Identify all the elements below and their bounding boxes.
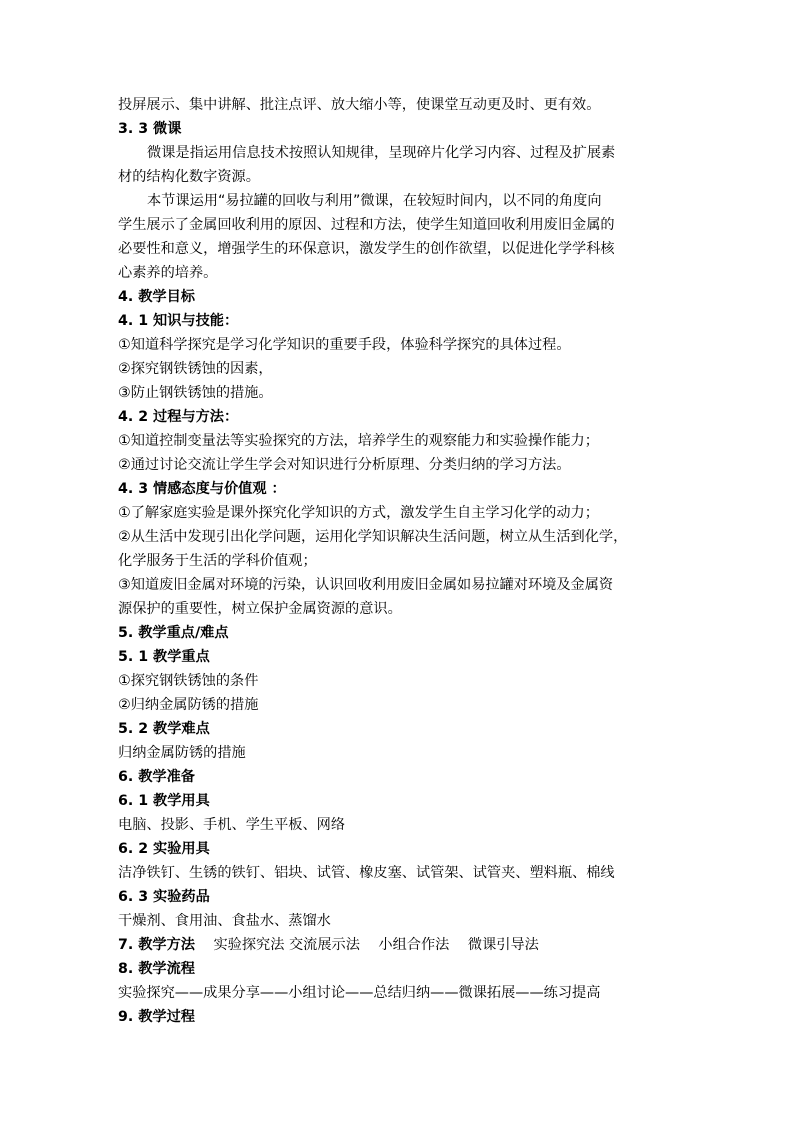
section-heading: 7. 教学方法 [118, 937, 195, 953]
list-item: ①知道控制变量法等实验探究的方法，培养学生的观察能力和实验操作能力； [118, 433, 599, 449]
list-item: ①知道科学探究是学习化学知识的重要手段，体验科学探究的具体过程。 [118, 337, 571, 353]
list-item: ②通过讨论交流让学生学会对知识进行分析原理、分类归纳的学习方法。 [118, 457, 571, 473]
section-heading: 5. 教学重点/难点 [118, 625, 229, 641]
section-heading: 6. 教学准备 [118, 769, 195, 785]
list-item: ①了解家庭实验是课外探究化学知识的方式，激发学生自主学习化学的动力； [118, 505, 599, 521]
subsection-heading: 4. 3 情感态度与价值观 ： [118, 481, 286, 497]
subsection-heading: 6. 2 实验用具 [118, 841, 210, 857]
subsection-heading: 6. 3 实验药品 [118, 889, 210, 905]
text-line: 源保护的重要性，树立保护金属资源的意识。 [118, 601, 402, 617]
method-item: 微课引导法 [467, 937, 539, 953]
teaching-methods-line [118, 935, 539, 955]
section-heading: 3. 3 微课 [118, 121, 182, 137]
text-line: 归纳金属防锈的措施 [118, 745, 246, 761]
subsection-heading: 5. 2 教学难点 [118, 721, 210, 737]
method-item: 小组合作法 [378, 937, 450, 953]
text-line: 必要性和意义，增强学生的环保意识，激发学生的创作欲望，以促进化学学科核 [118, 241, 615, 257]
text-line: 干燥剂、食用油、食盐水、蒸馏水 [118, 913, 331, 929]
method-item: 交流展示法 [288, 937, 360, 953]
section-heading: 8. 教学流程 [118, 961, 195, 977]
text-line: 材的结构化数字资源。 [118, 169, 260, 185]
list-item: ②归纳金属防锈的措施 [118, 697, 259, 713]
list-item: ③知道废旧金属对环境的污染，认识回收利用废旧金属如易拉罐对环境及金属资 [118, 577, 614, 593]
subsection-heading: 5. 1 教学重点 [118, 649, 210, 665]
text-line: 微课是指运用信息技术按照认知规律，呈现碎片化学习内容、过程及扩展素 [147, 145, 616, 161]
list-item: ②从生活中发现引出化学问题，运用化学知识解决生活问题，树立从生活到化学， [118, 529, 628, 545]
list-item: ③防止钢铁锈蚀的措施。 [118, 385, 273, 401]
method-item: 实验探究法 [213, 937, 285, 953]
text-line: 电脑、投影、手机、学生平板、网络 [118, 817, 346, 833]
text-line: 投屏展示、集中讲解、批注点评、放大缩小等，使课堂互动更及时、更有效。 [118, 97, 601, 113]
subsection-heading: 6. 1 教学用具 [118, 793, 210, 809]
text-line: 本节课运用“易拉罐的回收与利用”微课，在较短时间内，以不同的角度向 [147, 193, 602, 209]
text-line: 实验探究——成果分享——小组讨论——总结归纳——微课拓展——练习提高 [118, 985, 601, 1001]
section-heading: 9. 教学过程 [118, 1009, 195, 1025]
list-item: ①探究钢铁锈蚀的条件 [118, 673, 259, 689]
subsection-heading: 4. 1 知识与技能： [118, 313, 239, 329]
text-line: 化学服务于生活的学科价值观； [118, 553, 317, 569]
subsection-heading: 4. 2 过程与方法： [118, 409, 239, 425]
text-line: 洁净铁钉、生锈的铁钉、铝块、试管、橡皮塞、试管架、试管夹、塑料瓶、棉线 [118, 865, 615, 881]
text-line: 学生展示了金属回收利用的原因、过程和方法，使学生知道回收利用废旧金属的 [118, 217, 615, 233]
list-item: ②探究钢铁锈蚀的因素， [118, 361, 273, 377]
text-line: 心素养的培养。 [118, 265, 218, 281]
section-heading: 4. 教学目标 [118, 289, 195, 305]
